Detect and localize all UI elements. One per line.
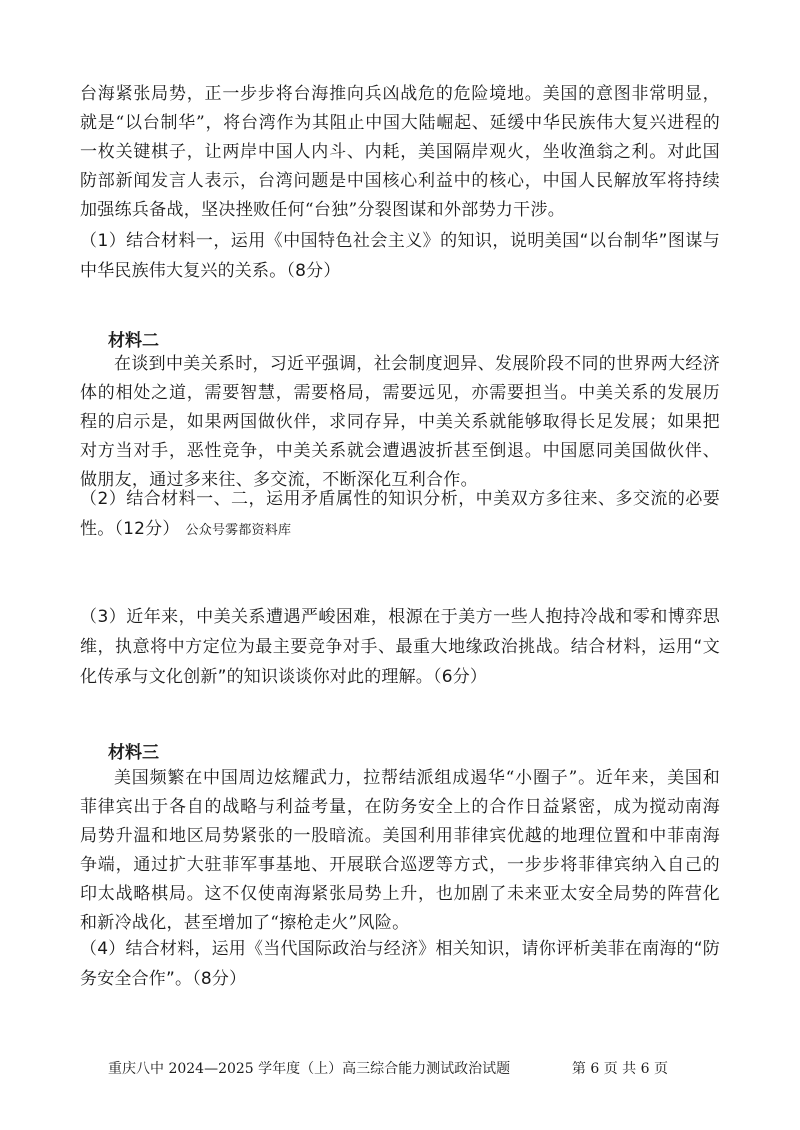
material-two-heading: 材料二 bbox=[108, 331, 159, 351]
material-three-body-block bbox=[80, 764, 720, 938]
question-2 bbox=[80, 484, 720, 546]
material-two-body-block bbox=[80, 350, 720, 495]
material-three-body: 美国频繁在中国周边炫耀武力，拉帮结派组成遏华“小圈子”。近年来，美国和菲律宾出于各自的战略与利益考量，在防务安全上的合作日益紧密，成为搅动南海局势升温和地区局势紧张的一股暗流。美国利用菲律宾优越的地理位置和中菲南海争端，通过扩大驻菲军事基地、开展联合巡逻等方式，一步步将菲律宾纳入自己的印太战略棋局。这不仅使南海紧张局势上升，也加剧了未来亚太安全局势的阵营化和新冷战化，甚至增加了“擦枪走火”风险。 bbox=[80, 768, 720, 933]
question-three-block bbox=[80, 602, 720, 692]
footer-exam-title: 重庆八中 2024—2025 学年度（上）高三综合能力测试政治试题 bbox=[108, 1061, 511, 1077]
material-one-continuation-block bbox=[80, 80, 720, 225]
question-4: （4）结合材料，运用《当代国际政治与经济》相关知识，请你评析美菲在南海的“防务安全合作”。（8分） bbox=[80, 939, 720, 989]
question-2-text: （2）结合材料一、二，运用矛盾属性的知识分析，中美双方多往来、多交流的必要性。（12分） bbox=[80, 489, 720, 539]
question-1: （1）结合材料一，运用《中国特色社会主义》的知识，说明美国“以台制华”图谋与中华民族伟大复兴的关系。（8分） bbox=[80, 231, 720, 281]
material-two-body: 在谈到中美关系时，习近平强调，社会制度迥异、发展阶段不同的世界两大经济体的相处之道，需要智慧，需要格局，需要远见，亦需要担当。中美关系的发展历程的启示是，如果两国做伙伴，求同存异，中美关系就能够取得长足发展；如果把对方当对手，恶性竞争，中美关系就会遭遇波折甚至倒退。中国愿同美国做伙伴、做朋友，通过多来往、多交流，不断深化互利合作。 bbox=[80, 354, 720, 490]
page-footer bbox=[108, 1058, 668, 1078]
question-one-block bbox=[80, 226, 720, 286]
watermark-text: 公众号雾都资料库 bbox=[185, 523, 292, 538]
question-four-block bbox=[80, 934, 720, 994]
question-two-block bbox=[80, 484, 720, 546]
footer-page-number: 第 6 页 共 6 页 bbox=[571, 1061, 668, 1077]
material-one-continuation: 台海紧张局势，正一步步将台海推向兵凶战危的危险境地。美国的意图非常明显，就是“以台制华”，将台湾作为其阻止中国大陆崛起、延缓中华民族伟大复兴进程的一枚关键棋子，让两岸中国人内斗、内耗，美国隔岸观火，坐收渔翁之利。对此国防部新闻发言人表示，台湾问题是中国核心利益中的核心，中国人民解放军将持续加强练兵备战，坚决挫败任何“台独”分裂图谋和外部势力干涉。 bbox=[80, 84, 720, 220]
material-three-heading: 材料三 bbox=[108, 743, 159, 763]
question-3: （3）近年来，中美关系遭遇严峻困难，根源在于美方一些人抱持冷战和零和博弈思维，执意将中方定位为最主要竞争对手、最重大地缘政治挑战。结合材料，运用“文化传承与文化创新”的知识谈谈你对此的理解。（6分） bbox=[80, 607, 720, 687]
